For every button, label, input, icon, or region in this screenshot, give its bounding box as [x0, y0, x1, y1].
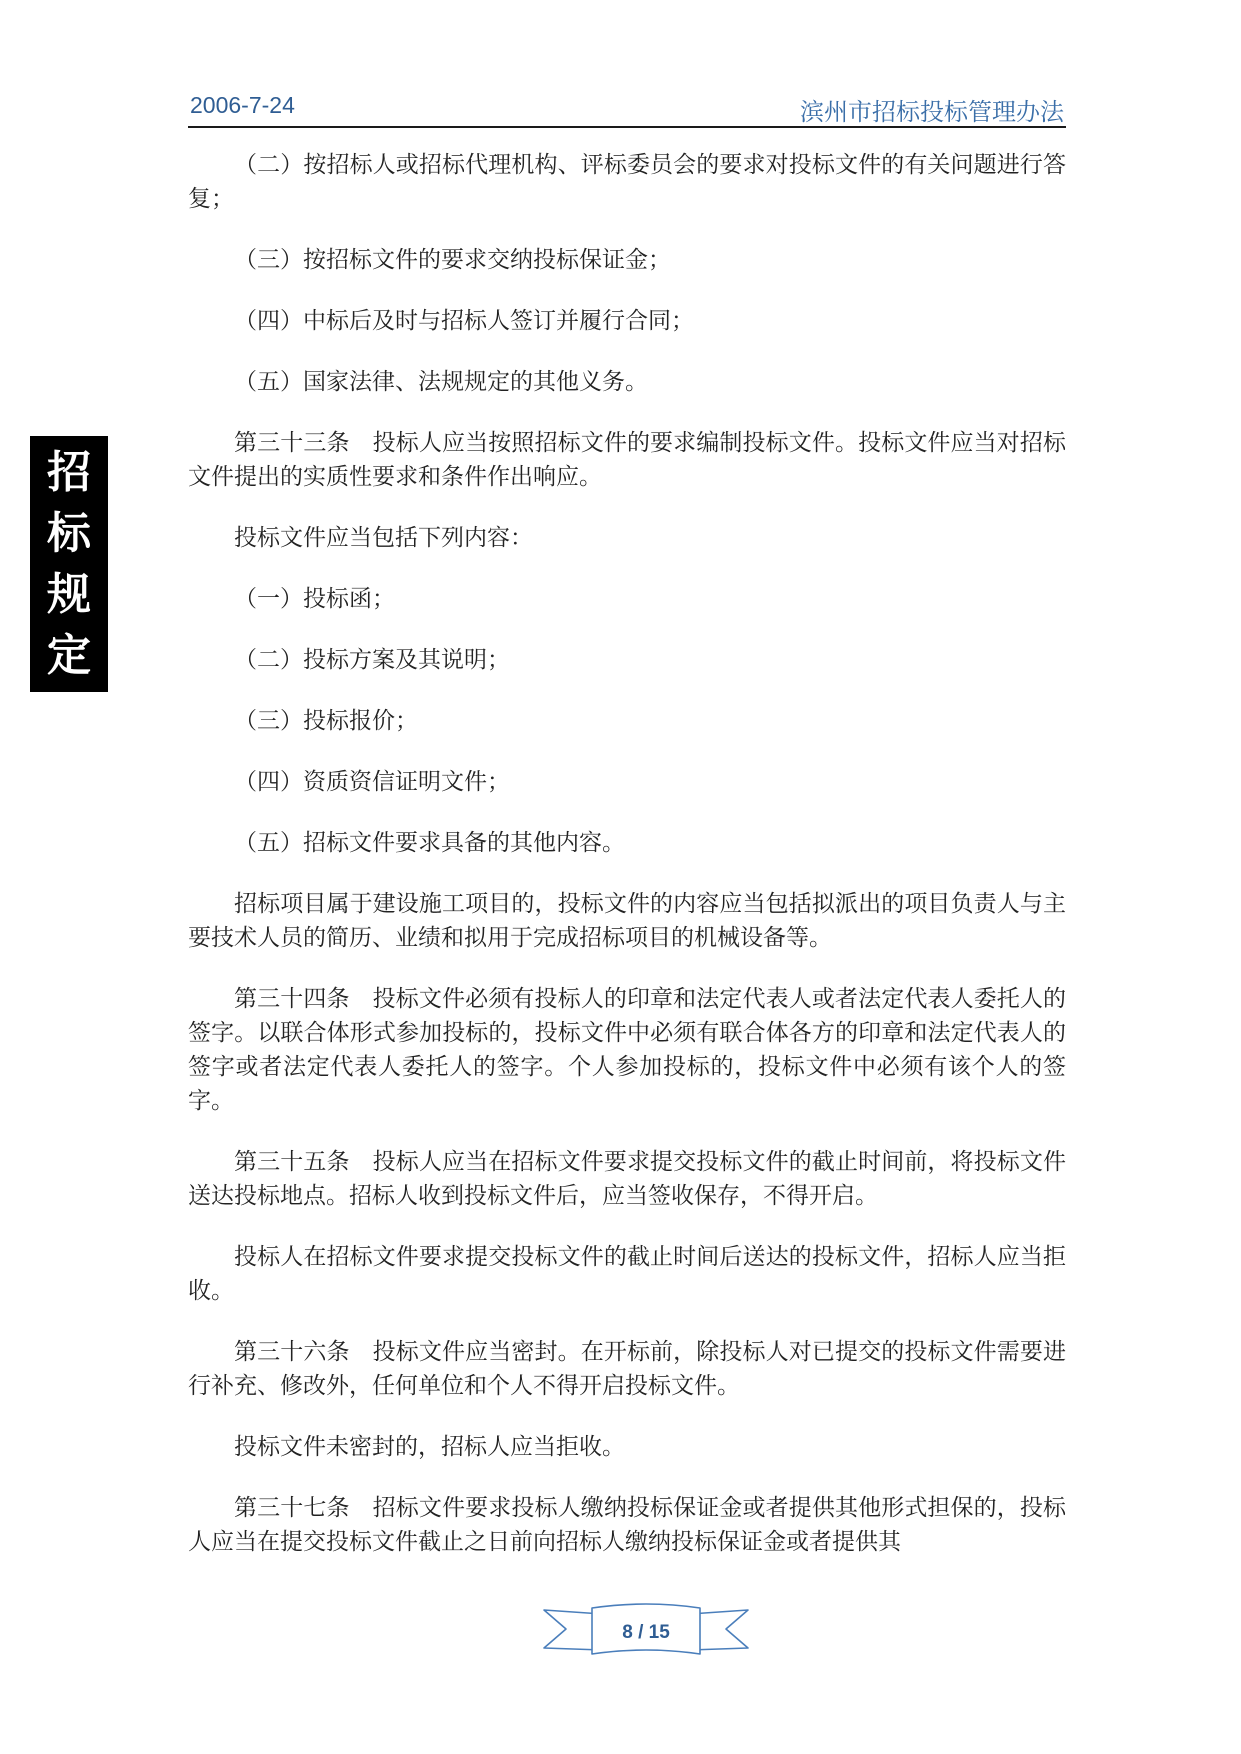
side-tab-char: 规 [47, 568, 91, 620]
paragraph: （二）投标方案及其说明； [234, 647, 510, 673]
paragraph: 招标项目属于建设施工项目的，投标文件的内容应当包括拟派出的项目负责人与主要技术人员的简历、业绩和拟用于完成招标项目的机械设备等。 [188, 891, 1066, 951]
side-tab-char: 定 [47, 629, 91, 681]
paragraph: 第三十三条 投标人应当按照招标文件的要求编制投标文件。投标文件应当对招标文件提出的实质性要求和条件作出响应。 [188, 430, 1066, 490]
side-tab [30, 436, 108, 692]
paragraph: 投标人在招标文件要求提交投标文件的截止时间后送达的投标文件，招标人应当拒收。 [188, 1244, 1066, 1304]
document-body [188, 148, 1066, 1586]
header-title: 滨州市招标投标管理办法 [800, 98, 1064, 126]
page-footer [540, 1598, 752, 1662]
paragraph: （三）投标报价； [234, 708, 418, 734]
page-header [188, 88, 1066, 128]
paragraph: （二）按招标人或招标代理机构、评标委员会的要求对投标文件的有关问题进行答复； [188, 152, 1066, 212]
paragraph: （四）资质资信证明文件； [234, 769, 510, 795]
paragraph: （四）中标后及时与招标人签订并履行合同； [234, 308, 694, 334]
paragraph: 第三十七条 招标文件要求投标人缴纳投标保证金或者提供其他形式担保的，投标人应当在提交投标文件截止之日前向招标人缴纳投标保证金或者提供其 [188, 1495, 1066, 1555]
paragraph: 第三十四条 投标文件必须有投标人的印章和法定代表人或者法定代表人委托人的签字。以联合体形式参加投标的，投标文件中必须有联合体各方的印章和法定代表人的签字或者法定代表人委托人的签字。个人参加投标的，投标文件中必须有该个人的签字。 [188, 986, 1066, 1114]
paragraph: 第三十五条 投标人应当在招标文件要求提交投标文件的截止时间前，将投标文件送达投标地点。招标人收到投标文件后，应当签收保存，不得开启。 [188, 1149, 1066, 1209]
paragraph: （一）投标函； [234, 586, 395, 612]
side-tab-char: 标 [47, 507, 91, 559]
paragraph: （三）按招标文件的要求交纳投标保证金； [234, 247, 671, 273]
header-date: 2006-7-24 [190, 92, 295, 118]
page-number: 8 / 15 [622, 1622, 670, 1643]
paragraph: 投标文件未密封的，招标人应当拒收。 [234, 1434, 625, 1460]
paragraph: 投标文件应当包括下列内容： [234, 525, 533, 551]
paragraph: 第三十六条 投标文件应当密封。在开标前，除投标人对已提交的投标文件需要进行补充、修改外，任何单位和个人不得开启投标文件。 [188, 1339, 1066, 1399]
paragraph: （五）招标文件要求具备的其他内容。 [234, 830, 625, 856]
side-tab-char: 招 [47, 446, 91, 498]
paragraph: （五）国家法律、法规规定的其他义务。 [234, 369, 648, 395]
